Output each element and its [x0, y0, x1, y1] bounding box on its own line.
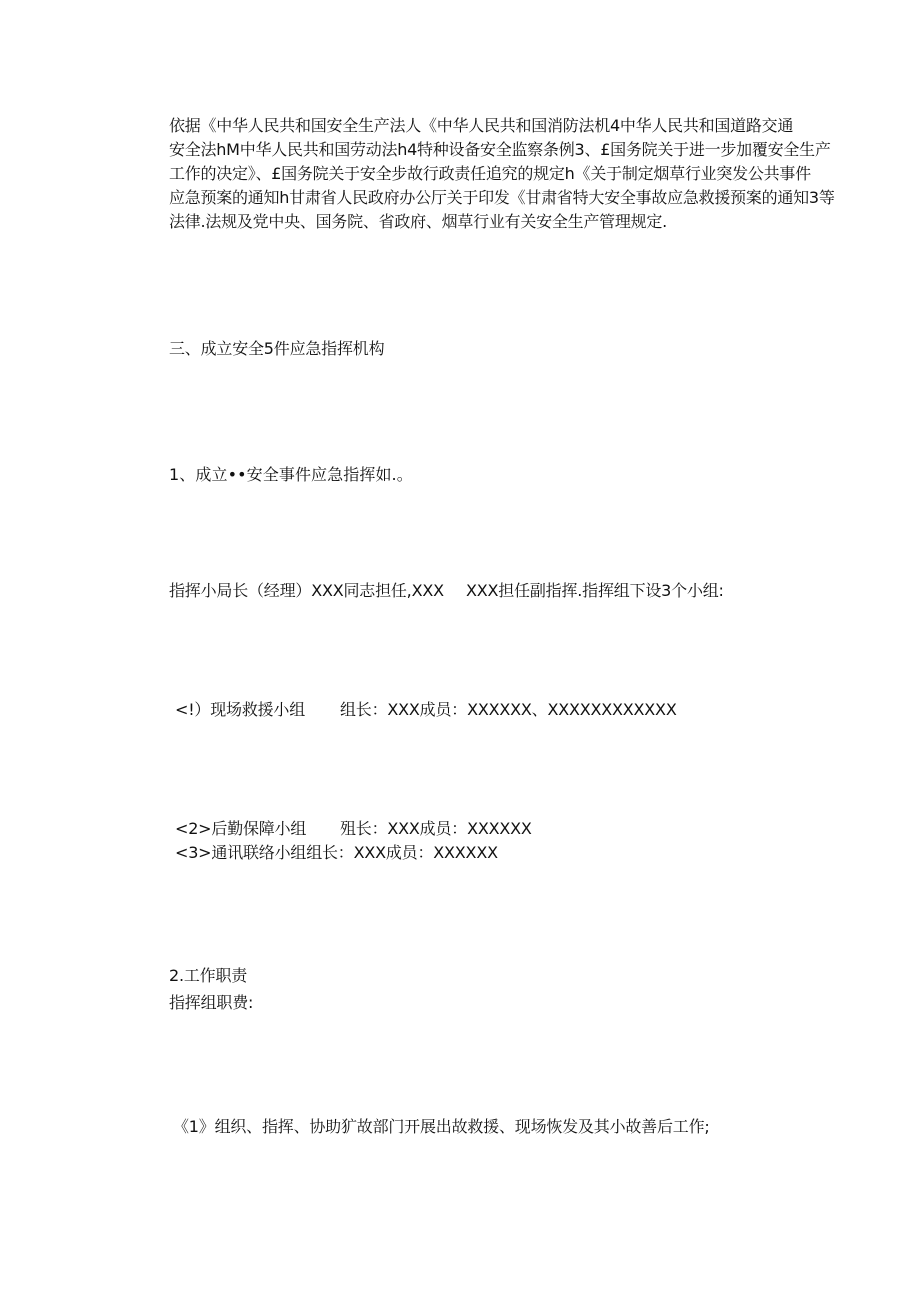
paragraph-line: 法律.法规及党中央、国务院、省政府、烟草行业有关安全生产管理规定. [169, 212, 667, 231]
paragraph-line: 工作的决定》、£国务院关于安全步故行政责任追究的规定h《关于制定烟草行业突发公共事件 [169, 164, 811, 183]
command-assignment-left: 指挥小局长（经理）XXX同志担任,XXX [169, 581, 444, 600]
command-assignment-right: XXX担任副指挥.指挥组下设3个小组: [466, 581, 724, 600]
item-2-heading: 2.工作职责 [169, 966, 248, 985]
group-1-label: <!）现场救援小组 [175, 700, 306, 719]
paragraph-line: 安全法hM中华人民共和国劳动法h4特种设备安全监察条例3、£国务院关于进一步加覆安全生产 [169, 140, 831, 159]
legal-basis-paragraph [169, 114, 835, 234]
group-2-members: 殂长：XXX成员：XXXXXX [340, 819, 532, 838]
paragraph-line: 依据《中华人民共和国安全生产法人《中华人民共和国消防法机4中华人民共和国道路交通 [169, 116, 794, 135]
paragraph-line: 应急预案的通知h甘肃省人民政府办公厅关于印发《甘肃省特大安全事故应急救援预案的通知3等 [169, 188, 835, 207]
group-1-members: 组长：XXX成员：XXXXXX、XXXXXXXXXXXX [340, 700, 677, 719]
group-3-line: <3>通讯联络小组组长：XXX成员：XXXXXX [175, 843, 498, 862]
section-3-heading: 三、成立安全5件应急指挥机构 [169, 339, 385, 358]
item-1-heading: 1、成立••安全事件应急指挥如.。 [169, 465, 413, 484]
duty-heading: 指挥组职费: [169, 993, 254, 1012]
group-2-label: <2>后勤保障小组 [175, 819, 307, 838]
duty-item-1: 《1》组织、指挥、协助犷故部门开展出故救援、现场恢发及其小故善后工作; [173, 1117, 710, 1136]
